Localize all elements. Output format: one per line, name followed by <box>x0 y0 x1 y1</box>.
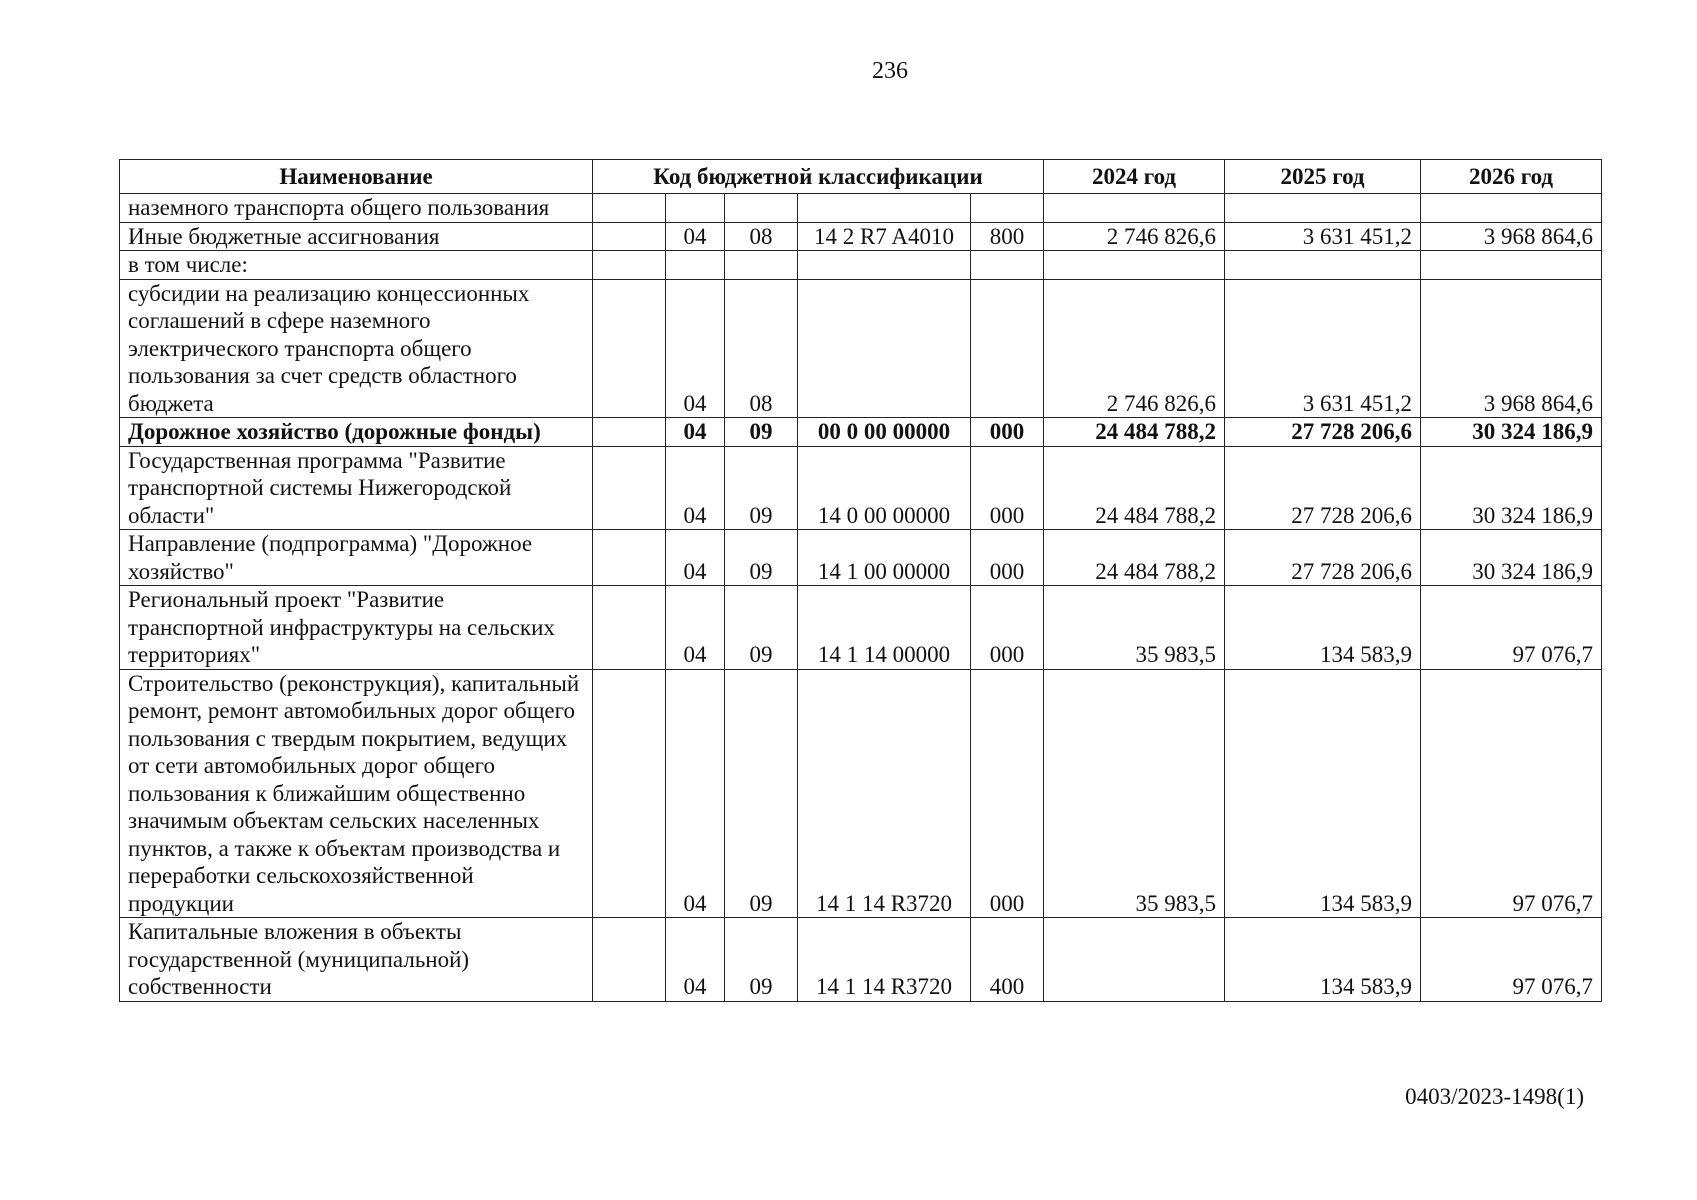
subsection-code <box>725 194 798 223</box>
expense-type-code <box>971 194 1044 223</box>
table-row <box>120 251 1602 280</box>
header-name: Наименование <box>120 160 593 194</box>
amount-2026: 3 968 864,6 <box>1421 222 1602 251</box>
section-code: 04 <box>666 418 725 447</box>
amount-2024 <box>1044 918 1225 1002</box>
amount-2025: 27 728 206,6 <box>1225 530 1421 586</box>
table-row <box>120 194 1602 223</box>
target-article-code: 14 1 00 00000 <box>798 530 971 586</box>
section-code: 04 <box>666 669 725 918</box>
header-2026: 2026 год <box>1421 160 1602 194</box>
table-row <box>120 222 1602 251</box>
amount-2026: 97 076,7 <box>1421 669 1602 918</box>
expense-type-code: 000 <box>971 669 1044 918</box>
table-row <box>120 279 1602 418</box>
document-code: 0403/2023-1498(1) <box>1405 1084 1584 1109</box>
blank-cell <box>593 222 666 251</box>
subsection-code: 09 <box>725 669 798 918</box>
expense-type-code: 000 <box>971 530 1044 586</box>
header-row <box>120 160 1602 194</box>
blank-cell <box>593 586 666 670</box>
amount-2026: 30 324 186,9 <box>1421 530 1602 586</box>
row-name: Региональный проект "Развитие транспортной инфраструктуры на сельских территориях" <box>120 586 593 670</box>
amount-2026: 30 324 186,9 <box>1421 446 1602 530</box>
expense-type-code: 000 <box>971 446 1044 530</box>
table-row <box>120 918 1602 1002</box>
amount-2025: 3 631 451,2 <box>1225 222 1421 251</box>
expense-type-code: 000 <box>971 418 1044 447</box>
target-article-code <box>798 194 971 223</box>
amount-2026: 97 076,7 <box>1421 918 1602 1002</box>
target-article-code <box>798 279 971 418</box>
expense-type-code: 800 <box>971 222 1044 251</box>
subsection-code: 09 <box>725 918 798 1002</box>
expense-type-code <box>971 251 1044 280</box>
subsection-code <box>725 251 798 280</box>
target-article-code <box>798 251 971 280</box>
amount-2025: 27 728 206,6 <box>1225 418 1421 447</box>
table-row <box>120 669 1602 918</box>
amount-2025: 27 728 206,6 <box>1225 446 1421 530</box>
subsection-code: 09 <box>725 586 798 670</box>
target-article-code: 14 1 14 R3720 <box>798 918 971 1002</box>
amount-2024: 2 746 826,6 <box>1044 222 1225 251</box>
target-article-code: 00 0 00 00000 <box>798 418 971 447</box>
target-article-code: 14 0 00 00000 <box>798 446 971 530</box>
row-name: субсидии на реализацию концессионных соглашений в сфере наземного электрического транспорта общего пользования за счет средств областного бюджета <box>120 279 593 418</box>
blank-cell <box>593 418 666 447</box>
amount-2024: 35 983,5 <box>1044 669 1225 918</box>
amount-2025 <box>1225 251 1421 280</box>
blank-cell <box>593 918 666 1002</box>
subsection-code: 08 <box>725 222 798 251</box>
amount-2025: 134 583,9 <box>1225 586 1421 670</box>
row-name: в том числе: <box>120 251 593 280</box>
budget-table <box>119 159 1602 1002</box>
row-name: Строительство (реконструкция), капитальный ремонт, ремонт автомобильных дорог общего пользования с твердым покрытием, ведущих от сети автомобильных дорог общего пользования к ближайшим общественно значимым объектам сельских населенных пунктов, а также к объектам производства и переработки сельскохозяйственной продукции <box>120 669 593 918</box>
amount-2026: 97 076,7 <box>1421 586 1602 670</box>
amount-2025 <box>1225 194 1421 223</box>
header-2024: 2024 год <box>1044 160 1225 194</box>
section-code: 04 <box>666 530 725 586</box>
section-code <box>666 194 725 223</box>
amount-2024 <box>1044 194 1225 223</box>
expense-type-code: 400 <box>971 918 1044 1002</box>
header-code: Код бюджетной классификации <box>593 160 1044 194</box>
blank-cell <box>593 446 666 530</box>
blank-cell <box>593 669 666 918</box>
section-code: 04 <box>666 446 725 530</box>
expense-type-code <box>971 279 1044 418</box>
amount-2026: 3 968 864,6 <box>1421 279 1602 418</box>
section-code <box>666 251 725 280</box>
amount-2026 <box>1421 194 1602 223</box>
target-article-code: 14 2 R7 A4010 <box>798 222 971 251</box>
expense-type-code: 000 <box>971 586 1044 670</box>
amount-2024: 24 484 788,2 <box>1044 418 1225 447</box>
amount-2026 <box>1421 251 1602 280</box>
row-name: Направление (подпрограмма) "Дорожное хозяйство" <box>120 530 593 586</box>
table-row <box>120 418 1602 447</box>
subsection-code: 09 <box>725 418 798 447</box>
subsection-code: 09 <box>725 446 798 530</box>
row-name: Иные бюджетные ассигнования <box>120 222 593 251</box>
section-code: 04 <box>666 918 725 1002</box>
target-article-code: 14 1 14 00000 <box>798 586 971 670</box>
amount-2026: 30 324 186,9 <box>1421 418 1602 447</box>
row-name: Капитальные вложения в объекты государственной (муниципальной) собственности <box>120 918 593 1002</box>
row-name: Государственная программа "Развитие транспортной системы Нижегородской области" <box>120 446 593 530</box>
amount-2025: 134 583,9 <box>1225 669 1421 918</box>
page-number: 236 <box>872 58 908 84</box>
amount-2025: 3 631 451,2 <box>1225 279 1421 418</box>
table-row <box>120 446 1602 530</box>
subsection-code: 08 <box>725 279 798 418</box>
amount-2024: 35 983,5 <box>1044 586 1225 670</box>
target-article-code: 14 1 14 R3720 <box>798 669 971 918</box>
header-2025: 2025 год <box>1225 160 1421 194</box>
table-row <box>120 586 1602 670</box>
blank-cell <box>593 251 666 280</box>
blank-cell <box>593 279 666 418</box>
amount-2024: 24 484 788,2 <box>1044 530 1225 586</box>
amount-2024: 2 746 826,6 <box>1044 279 1225 418</box>
amount-2024: 24 484 788,2 <box>1044 446 1225 530</box>
subsection-code: 09 <box>725 530 798 586</box>
blank-cell <box>593 530 666 586</box>
row-name: наземного транспорта общего пользования <box>120 194 593 223</box>
amount-2025: 134 583,9 <box>1225 918 1421 1002</box>
amount-2024 <box>1044 251 1225 280</box>
row-name: Дорожное хозяйство (дорожные фонды) <box>120 418 593 447</box>
section-code: 04 <box>666 586 725 670</box>
section-code: 04 <box>666 222 725 251</box>
section-code: 04 <box>666 279 725 418</box>
table-row <box>120 530 1602 586</box>
blank-cell <box>593 194 666 223</box>
